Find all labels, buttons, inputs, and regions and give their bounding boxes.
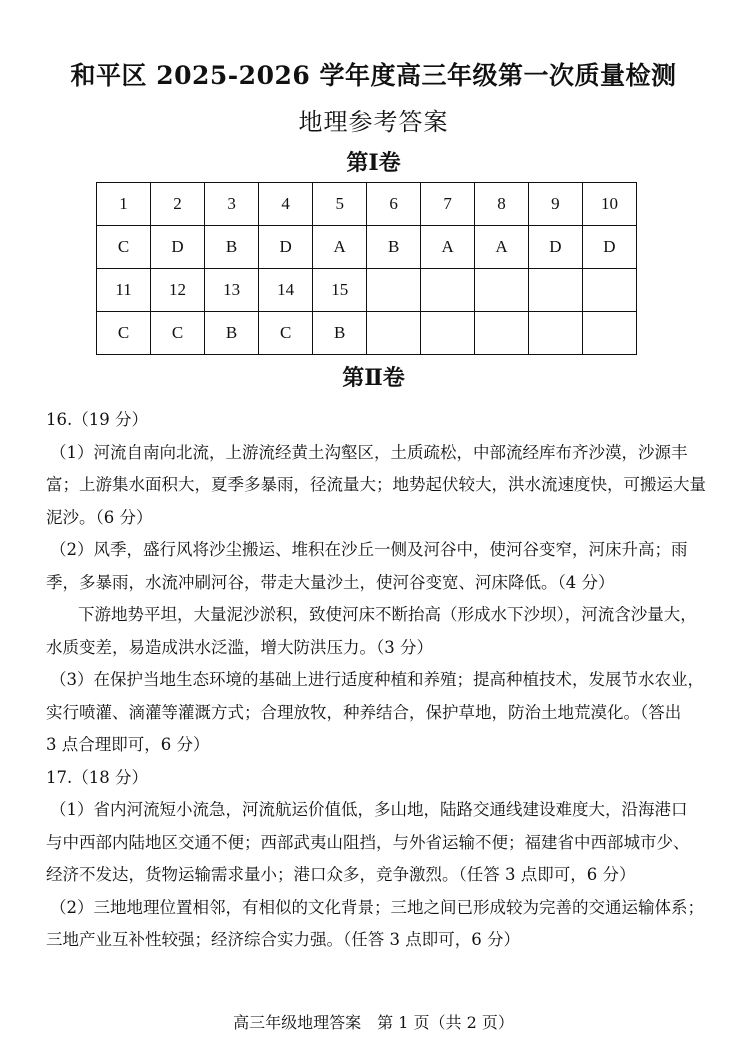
table-cell: 6 [367,183,421,226]
question-16-heading: 16.（19 分） [46,410,148,429]
table-cell [582,312,636,355]
answer-line: 水质变差，易造成洪水泛滥，增大防洪压力。（3 分） [46,637,433,657]
table-cell: 8 [475,183,529,226]
table-cell [367,312,421,355]
table-cell [475,312,529,355]
table-cell: B [205,226,259,269]
table-row [97,226,637,269]
table-cell: C [259,312,313,355]
question-17-heading: 17.（18 分） [46,767,148,787]
table-cell: 2 [151,183,205,226]
table-cell [475,269,529,312]
answer-line: 季，多暴雨，水流冲刷河谷，带走大量沙土，使河谷变宽、河床降低。（4 分） [46,572,615,592]
table-cell: 15 [313,269,367,312]
table-cell: A [475,226,529,269]
table-cell: 5 [313,183,367,226]
page-subtitle: 地理参考答案 [298,108,449,136]
answer-line: 3 点合理即可，6 分） [46,735,210,754]
answer-line: （1）省内河流短小流急，河流航运价值低，多山地，陆路交通线建设难度大，沿海港口 [50,800,688,819]
table-cell: C [97,226,151,269]
table-cell [421,312,475,355]
table-cell: 14 [259,269,313,312]
table-cell [582,269,636,312]
section-heading-part2: 第Ⅱ卷 [342,365,405,391]
table-cell: D [528,226,582,269]
table-cell [528,269,582,312]
table-cell [421,269,475,312]
table-cell: 3 [205,183,259,226]
page-footer: 高三年级地理答案 第 1 页（共 2 页） [233,1013,514,1032]
answer-line: 富；上游集水面积大，夏季多暴雨，径流量大；地势起伏较大，洪水流速度快，可搬运大量 [46,475,706,494]
table-cell: A [421,226,475,269]
table-cell: 7 [421,183,475,226]
table-cell: 1 [97,183,151,226]
answer-line: 实行喷灌、滴灌等灌溉方式；合理放牧，种养结合，保护草地，防治土地荒漠化。（答出 [46,702,682,722]
section-heading-part1: 第Ⅰ卷 [346,150,401,176]
table-cell [528,312,582,355]
answer-line: 经济不发达，货物运输需求量小；港口众多，竞争激烈。（任答 3 点即可，6 分） [46,865,636,884]
page-title: 和平区 2025-2026 学年度高三年级第一次质量检测 [70,61,677,90]
table-cell [367,269,421,312]
answer-body [46,404,706,957]
table-cell: 12 [151,269,205,312]
answer-line: 三地产业互补性较强；经济综合实力强。（任答 3 点即可，6 分） [46,930,520,949]
table-row [97,312,637,355]
answer-line: 与中西部内陆地区交通不便；西部武夷山阻挡，与外省运输不便；福建省中西部城市少、 [46,832,690,852]
answer-line: （2）三地地理位置相邻，有相似的文化背景；三地之间已形成较为完善的交通运输体系； [50,897,704,917]
answer-line: （3）在保护当地生态环境的基础上进行适度种植和养殖；提高种植技术，发展节水农业， [50,670,704,689]
table-cell: D [259,226,313,269]
table-cell: C [97,312,151,355]
table-cell: 4 [259,183,313,226]
table-row [97,183,637,226]
table-row [97,269,637,312]
table-cell: D [582,226,636,269]
table-cell: B [205,312,259,355]
table-cell: 11 [97,269,151,312]
table-cell: 10 [582,183,636,226]
table-cell: B [367,226,421,269]
table-cell: A [313,226,367,269]
table-cell: 13 [205,269,259,312]
answer-line: 泥沙。（6 分） [46,507,153,527]
table-cell: B [313,312,367,355]
answer-table [96,182,637,355]
answer-line: （2）风季，盛行风将沙尘搬运、堆积在沙丘一侧及河谷中，使河谷变窄，河床升高；雨 [50,540,688,559]
answer-line: 下游地势平坦，大量泥沙淤积，致使河床不断抬高（形成水下沙坝），河流含沙量大， [78,605,697,624]
answer-line: （1）河流自南向北流，上游流经黄土沟壑区，土质疏松，中部流经库布齐沙漠，沙源丰 [50,442,688,462]
table-cell: C [151,312,205,355]
table-cell: D [151,226,205,269]
table-cell: 9 [528,183,582,226]
